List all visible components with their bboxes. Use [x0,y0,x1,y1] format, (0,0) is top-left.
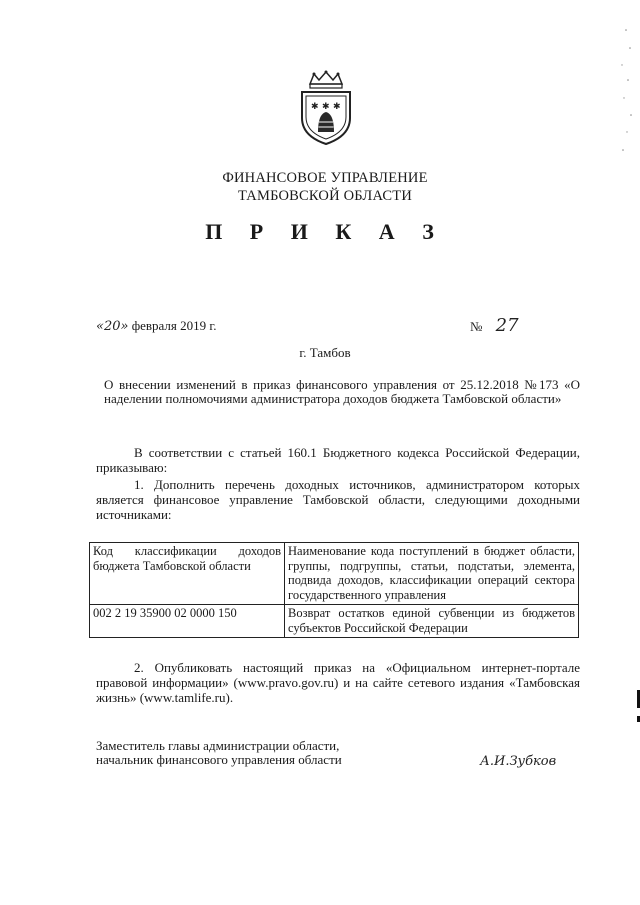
table-header-name: Наименование кода поступлений в бюджет области, группы, подгруппы, статьи, подстатьи, элемента, подвида доходов, классификации операций сектора государственного управления [285,543,579,605]
date-month-year: февраля 2019 г. [131,318,217,333]
body-paragraph-3: 2. Опубликовать настоящий приказ на «Официальном интернет-портале правовой информации» (www.pravo.gov.ru) и на сайте сетевого издания «Тамбовская жизнь» (www.tamlife.ru). [96,660,580,705]
signatory-position [96,739,342,767]
document-date [96,318,217,334]
svg-text:✱: ✱ [333,102,341,112]
org-name-line2: ТАМБОВСКОЙ ОБЛАСТИ [237,188,413,204]
revenue-codes-table [89,542,579,638]
signatory-position-line2: начальник финансового управления области [96,752,342,767]
table-cell-code: 002 2 19 35900 02 0000 150 [90,605,285,638]
table-cell-name: Возврат остатков единой субвенции из бюджетов субъектов Российской Федерации [285,605,579,638]
signatory-name [480,753,556,769]
number-label: № [470,319,483,334]
coat-of-arms-icon [296,70,356,146]
signatory-position-line1: Заместитель главы администрации области, [96,738,340,753]
svg-text:✱: ✱ [322,102,330,112]
subject-line: О внесении изменений в приказ финансового управления от 25.12.2018 №173 «О наделении полномочиями администратора доходов бюджета Тамбовской области» [104,377,580,406]
table-header-row [90,543,579,605]
signatory-name-text: А.И.Зубков [480,754,557,769]
number-handwritten: 27 [495,315,519,336]
document-number [470,315,519,336]
org-name-line1: ФИНАНСОВОЕ УПРАВЛЕНИЕ [222,170,428,186]
document-title: П Р И К А З [205,219,445,244]
table-header-code: Код классификации доходов бюджета Тамбовской области [90,543,285,605]
body-paragraph-1: В соответствии с статьей 160.1 Бюджетного кодекса Российской Федерации, приказываю: [96,445,580,475]
date-day-handwritten: «20» [96,319,129,334]
city: г. Тамбов [299,345,351,360]
body-paragraph-2: 1. Дополнить перечень доходных источников, администратором которых является финансовое управление Тамбовской области, следующими доходными источниками: [96,477,580,522]
scan-noise [604,20,634,160]
svg-text:✱: ✱ [311,102,319,112]
table-row [90,605,579,638]
